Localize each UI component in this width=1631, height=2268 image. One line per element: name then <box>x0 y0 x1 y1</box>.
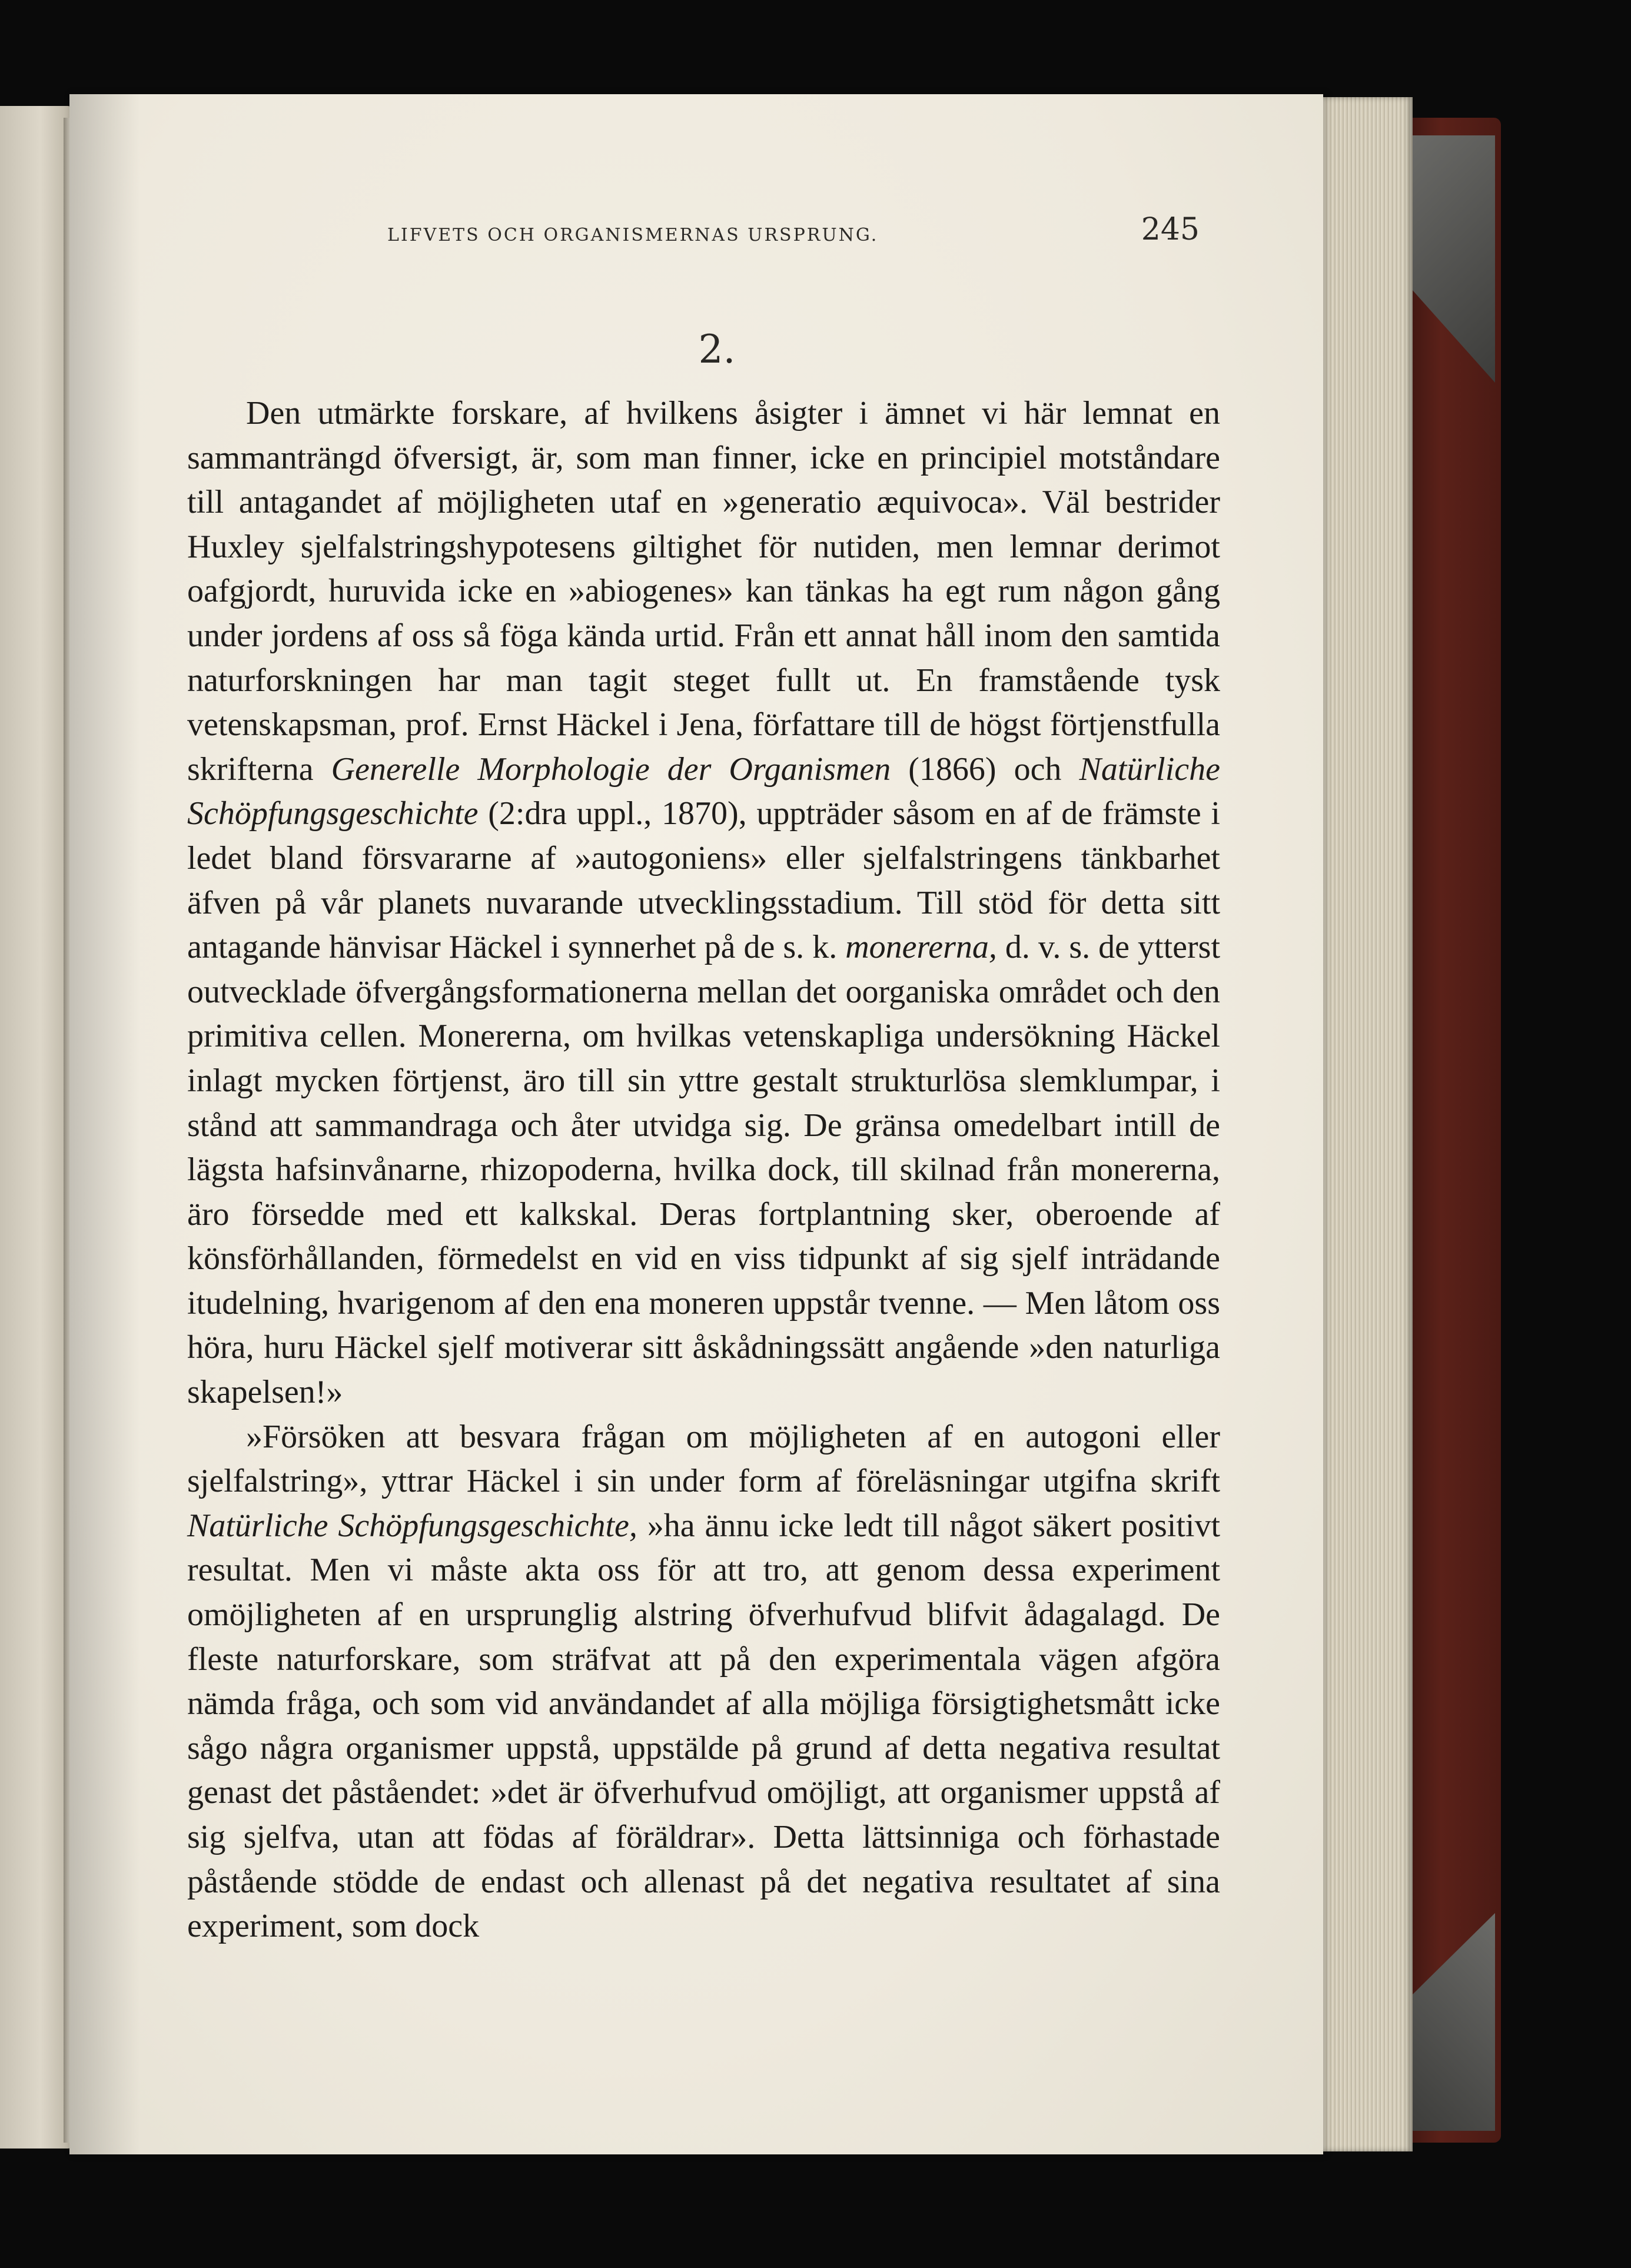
book-title-generelle-morphologie: Generelle Morphologie der Organismen <box>331 751 891 788</box>
page-block-edges <box>1313 97 1413 2151</box>
book-page <box>69 94 1323 2154</box>
gutter-shadow <box>69 94 140 2154</box>
book-title-schoepfungsgeschichte-2: Natürliche Schöpfungsgeschichte, <box>187 1507 637 1544</box>
book-cover <box>1401 118 1501 2143</box>
facing-page-edge <box>0 106 74 2149</box>
book-title-schoepfungsgeschichte: Natürliche Schöpfungsgeschichte <box>187 751 1220 832</box>
paragraph-1-part-d: d. v. s. de ytterst outvecklade öfvergångsformationerna mellan det oorganiska området och den primitiva cellen. Monererna, om hvilkas vetenskapliga undersökning Häckel inlagt mycken förtjenst, äro till sin yttre gestalt strukturlösa slemklumpar, i stånd att sammandraga och åter utvidga sig. De gränsa omedelbart intill de lägsta hafsinvånarne, rhizopoderna, hvilka dock, till skilnad från monererna, äro försedde med ett kalkskal. Deras fortplantning sker, oberoende af könsförhållanden, förmedelst en vid en viss tidpunkt af sig sjelf inträdande itudelning, hvarigenom af den ena moneren uppstår tvenne. — Men låtom oss höra, huru Häckel sjelf motiverar sitt åskådningssätt angående »den naturliga skapelsen!» <box>187 929 1221 1411</box>
paragraph-1 <box>187 391 1220 1415</box>
section-number: 2. <box>698 327 736 372</box>
paragraph-2-part-b: »ha ännu icke ledt till något säkert positivt resultat. Men vi måste akta oss för att tro, att genom dessa experiment omöjligheten af en ursprunglig alstring öfverhufvud blifvit ådagalagd. De fleste naturforskare, som sträfvat att på den experimentala vägen afgöra nämda fråga, och som vid användandet af alla möjliga försigtighetsmått icke sågo några organismer uppstå, uppstälde på grund af detta negativa resultat genast det påståendet: »det är öfverhufvud omöjligt, att organismer uppstå af sig sjelfva, utan att födas af föräldrar». Detta lättsinniga och förhastade påstående stödde de endast och allenast på det negativa resultatet af sina experiment, som dock <box>187 1507 1220 1945</box>
paragraph-1-part-b: (1866) och <box>891 751 1079 788</box>
paragraph-1-part-c: (2:dra uppl., 1870), uppträder såsom en af de främste i ledet bland försvararne af »autogoniens» eller sjelfalstringens tänkbarhet äfven på vår planets nuvarande utvecklingsstadium. Till stöd för detta sitt antagande hänvisar Häckel i synnerhet på de s. k. <box>187 795 1220 966</box>
page-number: 245 <box>1141 212 1200 247</box>
paragraph-2 <box>187 1415 1220 1949</box>
running-head: LIFVETS OCH ORGANISMERNAS URSPRUNG. <box>387 225 879 245</box>
term-monererna: monererna, <box>845 929 997 966</box>
body-text <box>187 391 1220 1949</box>
paragraph-2-part-a: »Försöken att besvara frågan om möjligheten af en autogoni eller sjelfalstring», yttrar Häckel i sin under form af föreläsningar utgifna skrift <box>187 1418 1220 1500</box>
paragraph-1-part-a: Den utmärkte forskare, af hvilkens åsigter i ämnet vi här lemnat en sammanträngd öfversigt, är, som man finner, icke en principiel motståndare till antagandet af möjligheten utaf en »generatio æquivoca». Väl bestrider Huxley sjelfalstringshypotesens giltighet för nutiden, men lemnar derimot oafgjordt, huruvida icke en »abiogenes» kan tänkas ha egt rum någon gång under jordens af oss så föga kända urtid. Från ett annat håll inom den samtida naturforskningen har man tagit steget fullt ut. En framstående tysk vetenskapsman, prof. Ernst Häckel i Jena, författare till de högst förtjenstfulla skrifterna <box>187 395 1220 788</box>
